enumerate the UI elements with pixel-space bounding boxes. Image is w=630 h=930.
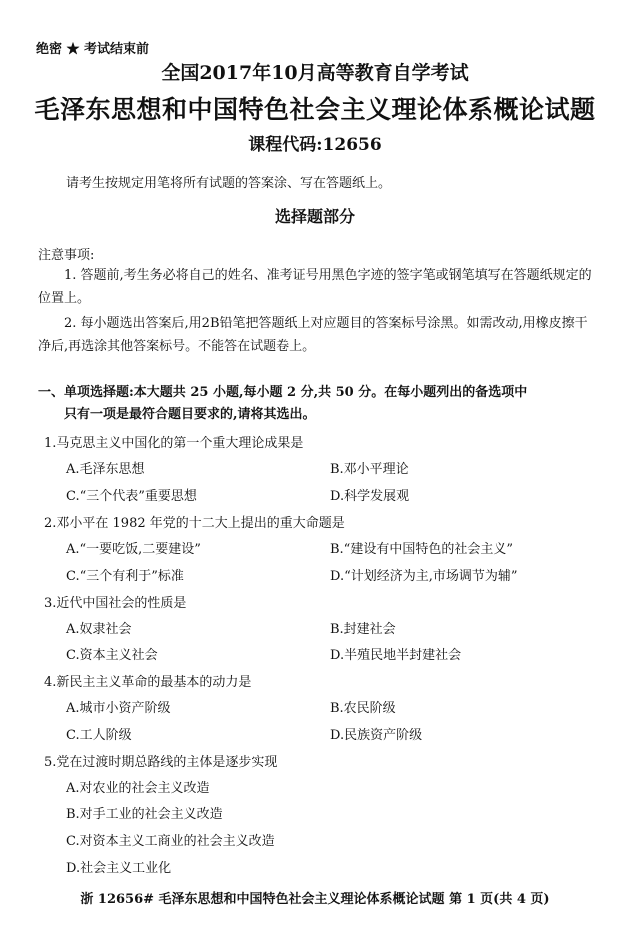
question-2-option-b: B.“建设有中国特色的社会主义” — [330, 542, 513, 557]
question-3-option-b: B.封建社会 — [330, 622, 396, 637]
note-item-2: 2. 每小题选出答案后,用2B铅笔把答题纸上对应题目的答案标号涂黑。如需改动,用橡皮擦干净后,再选涂其他答案标号。不能答在试题卷上。 — [38, 316, 588, 354]
question-5-option-b: B.对手工业的社会主义改造 — [66, 807, 223, 822]
intro-instruction: 请考生按规定用笔将所有试题的答案涂、写在答题纸上。 — [66, 176, 392, 191]
question-1-option-a: A.毛泽东思想 — [66, 462, 145, 477]
question-2-option-a: A.“一要吃饭,二要建设” — [66, 542, 201, 557]
question-3-option-c: C.资本主义社会 — [66, 648, 158, 663]
page-footer: 浙 12656# 毛泽东思想和中国特色社会主义理论体系概论试题 第 1 页(共 4 页) — [80, 892, 550, 907]
question-5-option-d: D.社会主义工业化 — [66, 861, 172, 876]
question-5-option-c: C.对资本主义工商业的社会主义改造 — [66, 834, 275, 849]
question-4-option-c: C.工人阶级 — [66, 728, 132, 743]
question-3-stem: 3.近代中国社会的性质是 — [44, 596, 187, 611]
question-1-option-d: D.科学发展观 — [330, 489, 410, 504]
question-4-stem: 4.新民主主义革命的最基本的动力是 — [44, 675, 252, 690]
question-4-option-b: B.农民阶级 — [330, 701, 396, 716]
question-2-option-c: C.“三个有利于”标准 — [66, 569, 184, 584]
question-3-option-a: A.奴隶社会 — [66, 622, 132, 637]
question-4-option-a: A.城市小资产阶级 — [66, 701, 171, 716]
question-1-stem: 1.马克思主义中国化的第一个重大理论成果是 — [44, 436, 304, 451]
course-code: 课程代码:12656 — [248, 135, 382, 155]
question-3-option-d: D.半殖民地半封建社会 — [330, 648, 462, 663]
question-1-option-c: C.“三个代表”重要思想 — [66, 489, 197, 504]
question-1-option-b: B.邓小平理论 — [330, 462, 409, 477]
question-4-option-d: D.民族资产阶级 — [330, 728, 423, 743]
subject-title: 毛泽东思想和中国特色社会主义理论体系概论试题 — [34, 95, 596, 124]
part-title: 选择题部分 — [274, 207, 355, 226]
confidential-mark: 绝密 ★ 考试结束前 — [36, 42, 150, 57]
section-heading-line2: 只有一项是最符合题目要求的,请将其选出。 — [64, 407, 316, 422]
question-2-stem: 2.邓小平在 1982 年党的十二大上提出的重大命题是 — [44, 516, 345, 531]
section-heading-line1: 一、单项选择题:本大题共 25 小题,每小题 2 分,共 50 分。在每小题列出的备选项中 — [38, 385, 528, 400]
question-2-option-d: D.“计划经济为主,市场调节为辅” — [330, 569, 518, 584]
question-5-stem: 5.党在过渡时期总路线的主体是逐步实现 — [44, 755, 278, 770]
exam-title: 全国2017年10月高等教育自学考试 — [161, 62, 469, 84]
note-item-1: 1. 答题前,考生务必将自己的姓名、准考证号用黑色字迹的签字笔或钢笔填写在答题纸规定的位置上。 — [38, 268, 592, 306]
notes-heading: 注意事项: — [38, 248, 95, 263]
section-heading — [38, 382, 598, 426]
question-5-option-a: A.对农业的社会主义改造 — [66, 781, 210, 796]
